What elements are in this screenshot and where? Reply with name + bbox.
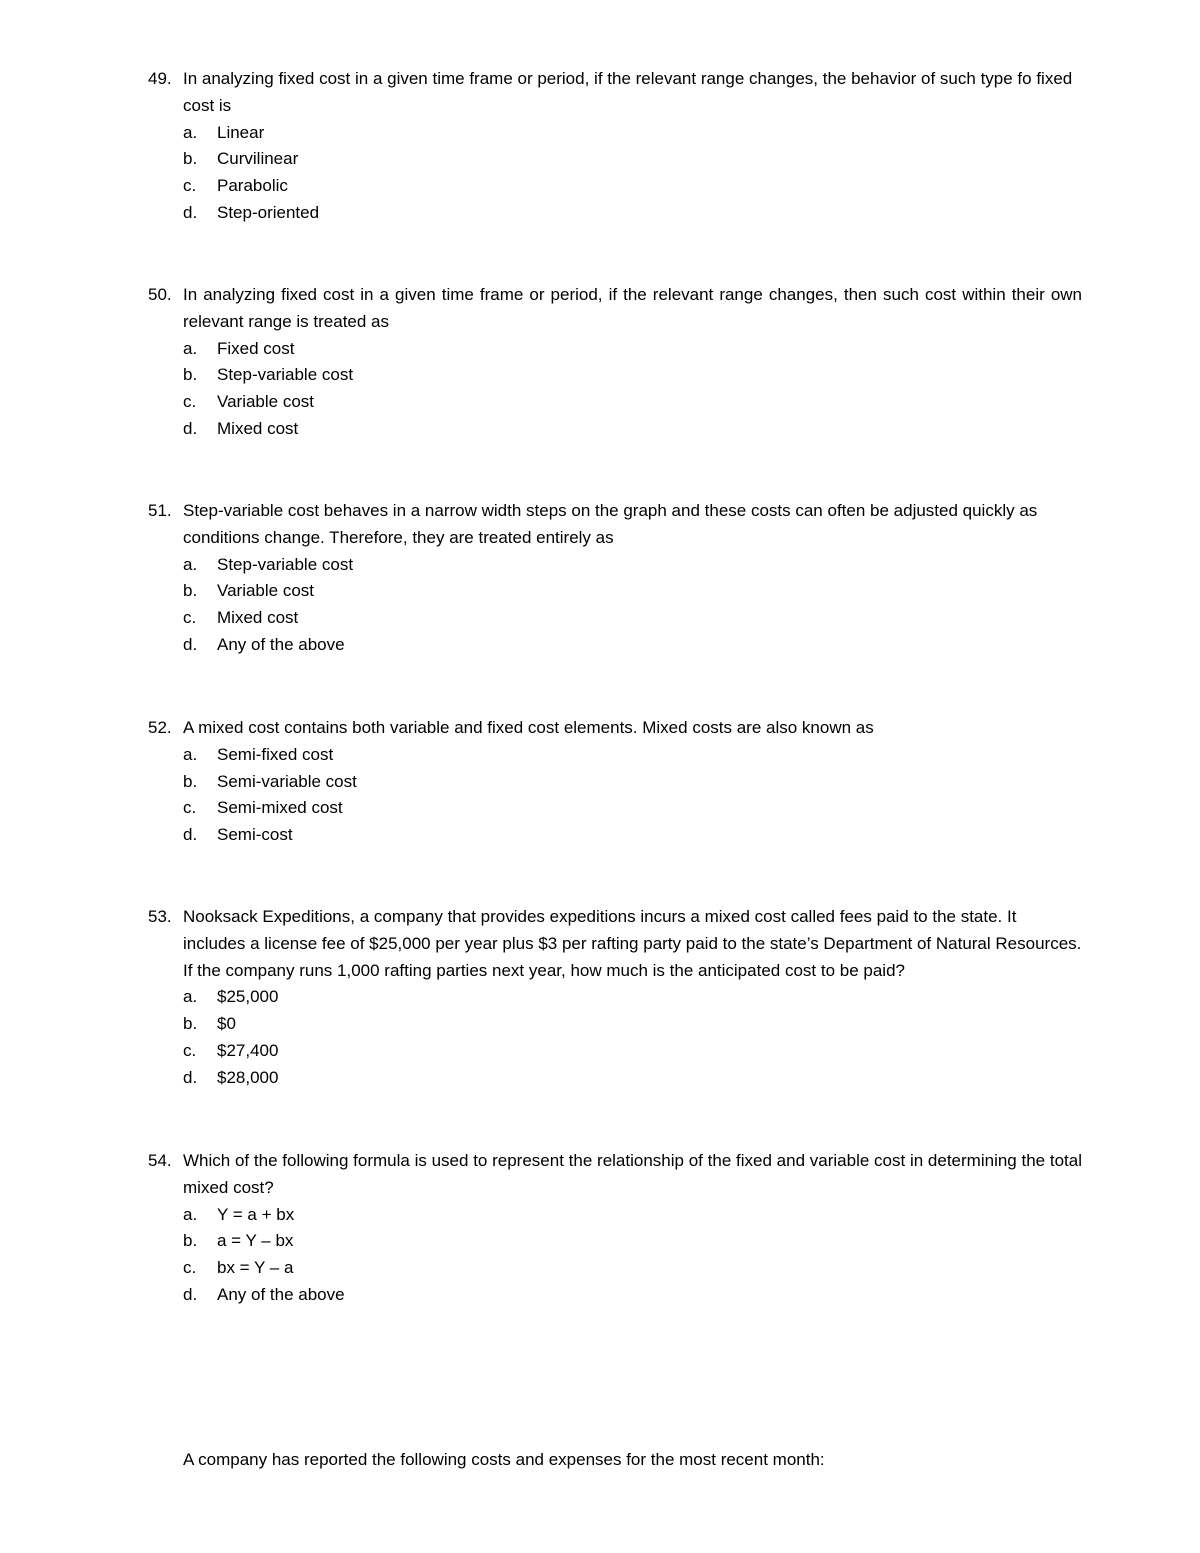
- option-text: $28,000: [217, 1067, 279, 1087]
- question-number: 54.: [148, 1151, 172, 1170]
- option-text: Semi-variable cost: [217, 771, 357, 791]
- option-text: Curvilinear: [217, 149, 299, 169]
- option-text: Y = a + bx: [217, 1204, 295, 1224]
- option-letter: b.: [183, 149, 198, 169]
- option-text: Variable cost: [217, 392, 315, 412]
- option-text: a = Y – bx: [217, 1231, 294, 1251]
- question-number: 52.: [148, 718, 172, 737]
- option-letter: b.: [183, 771, 198, 791]
- question-text: Which of the following formula is used to represent the relationship of the fixed and variable cost in determining the total mixed cost?: [183, 1151, 1082, 1197]
- option-c: [148, 389, 1082, 416]
- question-text: A mixed cost contains both variable and fixed cost elements. Mixed costs are also known as: [183, 718, 874, 737]
- answer-options: [148, 1202, 1082, 1309]
- option-d: [148, 416, 1082, 443]
- answer-options: [148, 984, 1082, 1091]
- option-text: Semi-mixed cost: [217, 798, 343, 818]
- question-stem: [148, 282, 1082, 336]
- question-50: [148, 282, 1082, 443]
- option-d: [148, 200, 1082, 227]
- option-text: Parabolic: [217, 176, 288, 196]
- option-letter: c.: [183, 176, 197, 196]
- answer-options: [148, 120, 1082, 227]
- option-letter: d.: [183, 825, 198, 845]
- option-a: [148, 984, 1082, 1011]
- option-text: Fixed cost: [217, 338, 295, 358]
- option-text: Any of the above: [217, 634, 345, 654]
- question-53: [148, 904, 1082, 1092]
- option-letter: d.: [183, 634, 198, 654]
- option-letter: d.: [183, 1067, 198, 1087]
- option-b: [148, 1011, 1082, 1038]
- option-b: [148, 146, 1082, 173]
- option-letter: a.: [183, 987, 198, 1007]
- option-text: Any of the above: [217, 1284, 345, 1304]
- section-intro-text: A company has reported the following costs and expenses for the most recent month:: [183, 1450, 825, 1469]
- option-letter: c.: [183, 1258, 197, 1278]
- question-text: Nooksack Expeditions, a company that provides expeditions incurs a mixed cost called fees paid to the state. It includes a license fee of $25,000 per year plus $3 per rafting party paid to the state’s Department of Natural Resources. If the company runs 1,000 rafting parties next year, how much is the anticipated cost to be paid?: [183, 907, 1082, 980]
- option-a: [148, 1202, 1082, 1229]
- option-letter: a.: [183, 1204, 198, 1224]
- option-letter: b.: [183, 365, 198, 385]
- option-text: Linear: [217, 122, 265, 142]
- answer-options: [148, 552, 1082, 659]
- option-d: [148, 1065, 1082, 1092]
- question-number: 51.: [148, 501, 172, 520]
- option-d: [148, 1282, 1082, 1309]
- option-letter: d.: [183, 202, 198, 222]
- question-stem: [148, 1148, 1082, 1202]
- option-letter: d.: [183, 1284, 198, 1304]
- option-c: [148, 1255, 1082, 1282]
- option-a: [148, 742, 1082, 769]
- question-text: In analyzing fixed cost in a given time frame or period, if the relevant range changes, the behavior of such type fo fixed cost is: [183, 69, 1073, 115]
- question-stem: [148, 498, 1082, 552]
- answer-options: [148, 742, 1082, 849]
- option-text: Variable cost: [217, 581, 315, 601]
- option-text: Step-oriented: [217, 202, 320, 222]
- question-number: 49.: [148, 69, 172, 88]
- option-c: [148, 605, 1082, 632]
- question-stem: [148, 66, 1082, 120]
- option-text: Step-variable cost: [217, 554, 354, 574]
- option-d: [148, 822, 1082, 849]
- question-52: [148, 715, 1082, 849]
- option-letter: a.: [183, 554, 198, 574]
- question-54: [148, 1148, 1082, 1309]
- option-text: Mixed cost: [217, 418, 299, 438]
- option-letter: a.: [183, 338, 198, 358]
- option-a: [148, 120, 1082, 147]
- option-letter: c.: [183, 798, 197, 818]
- question-51: [148, 498, 1082, 659]
- option-letter: a.: [183, 122, 198, 142]
- option-c: [148, 1038, 1082, 1065]
- option-a: [148, 552, 1082, 579]
- option-c: [148, 173, 1082, 200]
- question-number: 53.: [148, 907, 172, 926]
- option-text: Step-variable cost: [217, 365, 354, 385]
- option-letter: b.: [183, 581, 198, 601]
- option-letter: b.: [183, 1231, 198, 1251]
- option-letter: c.: [183, 392, 197, 412]
- option-letter: a.: [183, 744, 198, 764]
- option-d: [148, 632, 1082, 659]
- option-letter: c.: [183, 1040, 197, 1060]
- option-text: Semi-cost: [217, 825, 293, 845]
- question-49: [148, 66, 1082, 227]
- option-b: [148, 578, 1082, 605]
- option-text: Semi-fixed cost: [217, 744, 334, 764]
- option-letter: b.: [183, 1014, 198, 1034]
- option-text: bx = Y – a: [217, 1258, 294, 1278]
- option-b: [148, 362, 1082, 389]
- question-text: Step-variable cost behaves in a narrow width steps on the graph and these costs can often be adjusted quickly as conditions change. Therefore, they are treated entirely as: [183, 501, 1038, 547]
- answer-options: [148, 336, 1082, 443]
- option-c: [148, 795, 1082, 822]
- option-letter: d.: [183, 418, 198, 438]
- option-a: [148, 336, 1082, 363]
- option-b: [148, 1228, 1082, 1255]
- option-text: $0: [217, 1014, 236, 1034]
- question-stem: [148, 904, 1082, 984]
- option-text: $25,000: [217, 987, 279, 1007]
- option-letter: c.: [183, 608, 197, 628]
- question-text: In analyzing fixed cost in a given time frame or period, if the relevant range changes, then such cost within their own relevant range is treated as: [183, 285, 1082, 331]
- option-text: $27,400: [217, 1040, 279, 1060]
- question-number: 50.: [148, 285, 172, 304]
- option-text: Mixed cost: [217, 608, 299, 628]
- question-stem: [148, 715, 1082, 742]
- option-b: [148, 769, 1082, 796]
